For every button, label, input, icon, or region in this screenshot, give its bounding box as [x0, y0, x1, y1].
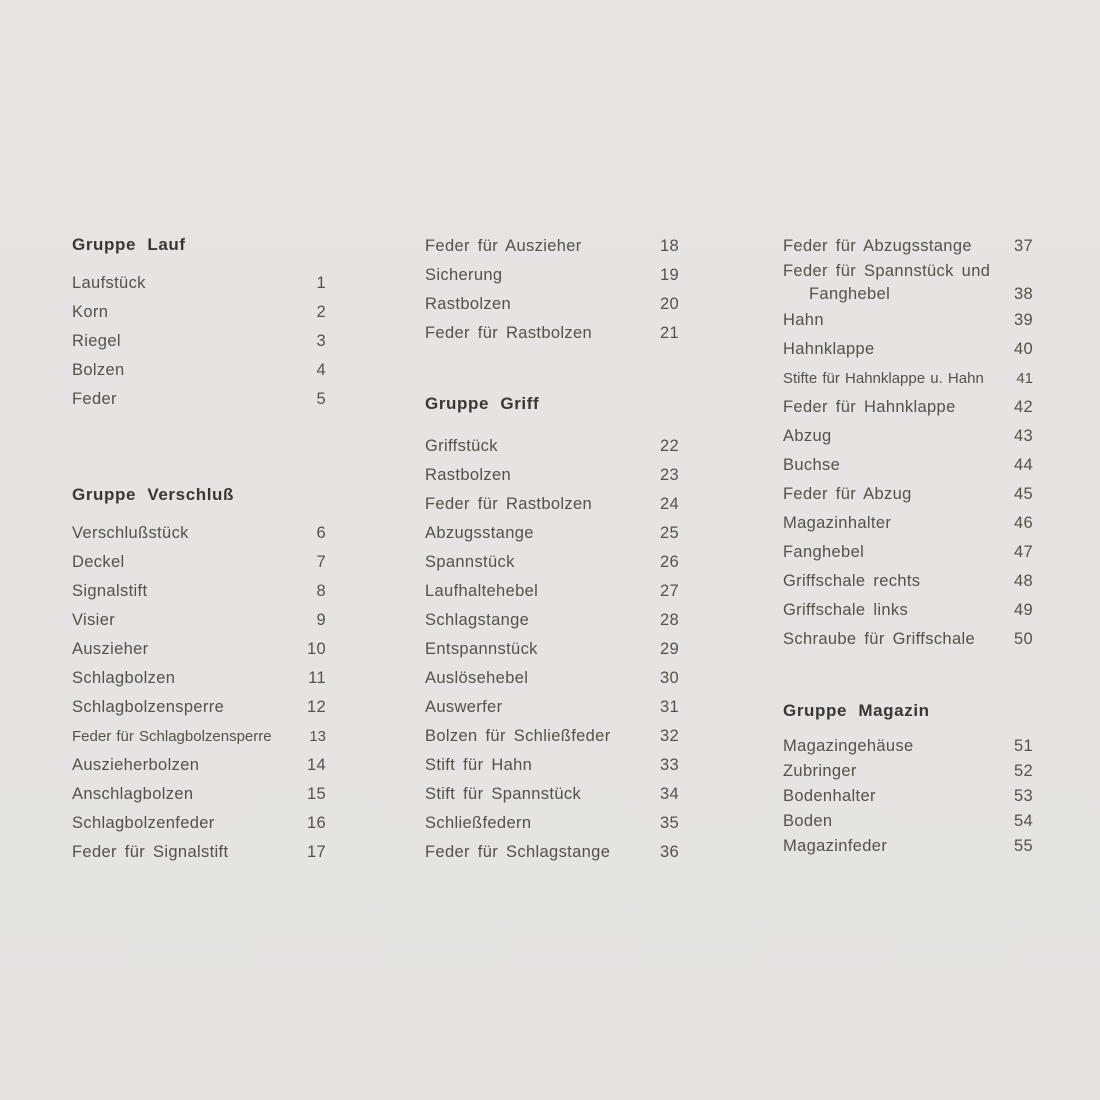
part-name: Auszieher: [72, 640, 149, 658]
part-number: 52: [1013, 762, 1033, 780]
part-name: Feder für Rastbolzen: [425, 324, 593, 342]
part-name: Spannstück: [425, 553, 515, 571]
parts-list-item: [783, 261, 1033, 282]
part-name: Griffstück: [425, 437, 498, 455]
parts-list-item: [425, 290, 679, 319]
parts-list-item: [425, 319, 679, 348]
parts-list-item: [425, 261, 679, 290]
part-number: 48: [1013, 572, 1033, 590]
part-name: Bolzen: [72, 361, 125, 379]
part-number: 46: [1013, 514, 1033, 532]
parts-column-2: [425, 232, 679, 867]
parts-list-item: [425, 232, 679, 261]
part-name: Abzugsstange: [425, 524, 534, 542]
part-number: 32: [659, 727, 679, 745]
part-number: 50: [1013, 630, 1033, 648]
parts-list-item: [425, 490, 679, 519]
part-number: 42: [1013, 398, 1033, 416]
part-number: 41: [1016, 370, 1033, 387]
part-number: 14: [306, 756, 326, 774]
parts-list-item: [783, 393, 1033, 422]
part-name: Buchse: [783, 456, 841, 474]
part-name: Stift für Hahn: [425, 756, 533, 774]
parts-list-item: [72, 269, 326, 298]
part-name: Schlagbolzenfeder: [72, 814, 215, 832]
part-number: 25: [659, 524, 679, 542]
part-number: 34: [659, 785, 679, 803]
part-number: 2: [316, 303, 326, 321]
part-number: 15: [306, 785, 326, 803]
part-number: 4: [316, 361, 326, 379]
part-number: 29: [659, 640, 679, 658]
parts-column-3: [783, 232, 1033, 859]
parts-list-item: [425, 722, 679, 751]
part-name: Feder für Hahnklappe: [783, 398, 956, 416]
parts-list-item: [783, 422, 1033, 451]
parts-list-item: [425, 664, 679, 693]
parts-group: [425, 389, 679, 867]
part-name: Laufhaltehebel: [425, 582, 539, 600]
parts-list-item: [72, 327, 326, 356]
part-number: 3: [316, 332, 326, 350]
part-number: 39: [1013, 311, 1033, 329]
part-number: 5: [316, 390, 326, 408]
part-number: 17: [306, 843, 326, 861]
parts-list-item: [783, 306, 1033, 335]
parts-list-item: [783, 567, 1033, 596]
group-heading: Gruppe Magazin: [783, 701, 930, 720]
parts-list-item: [783, 364, 1033, 393]
part-number: 30: [659, 669, 679, 687]
part-name: Fanghebel: [783, 543, 865, 561]
part-name: Entspannstück: [425, 640, 538, 658]
parts-group: [783, 232, 1033, 654]
part-number: 28: [659, 611, 679, 629]
part-number: 26: [659, 553, 679, 571]
part-name: Feder: [72, 390, 117, 408]
part-number: 55: [1013, 837, 1033, 855]
part-name: Schlagbolzen: [72, 669, 176, 687]
parts-list-item: [783, 282, 1033, 306]
part-number: 54: [1013, 812, 1033, 830]
part-name: Korn: [72, 303, 109, 321]
parts-list-item: [72, 606, 326, 635]
part-number: 53: [1013, 787, 1033, 805]
part-number: 38: [1013, 285, 1033, 303]
part-name: Feder für Schlagbolzensperre: [72, 728, 272, 745]
parts-list-item: [783, 734, 1033, 759]
parts-list-item: [783, 834, 1033, 859]
part-number: 51: [1013, 737, 1033, 755]
part-name: Magazingehäuse: [783, 737, 914, 755]
part-name: Griffschale rechts: [783, 572, 921, 590]
part-number: 7: [316, 553, 326, 571]
part-name: Bodenhalter: [783, 787, 876, 805]
parts-group: [783, 696, 1033, 859]
parts-list-item: [72, 577, 326, 606]
parts-list-item: [783, 538, 1033, 567]
parts-list-item: [72, 356, 326, 385]
part-name: Rastbolzen: [425, 466, 512, 484]
part-number: 13: [309, 728, 326, 745]
part-name: Rastbolzen: [425, 295, 512, 313]
part-name: Laufstück: [72, 274, 146, 292]
part-number: 47: [1013, 543, 1033, 561]
parts-list-item: [72, 809, 326, 838]
part-name: Auszieherbolzen: [72, 756, 200, 774]
part-number: 20: [659, 295, 679, 313]
part-name: Fanghebel: [809, 285, 891, 303]
parts-list-item: [783, 232, 1033, 261]
part-name: Stift für Spannstück: [425, 785, 582, 803]
parts-list-item: [72, 838, 326, 867]
part-name: Auslösehebel: [425, 669, 529, 687]
part-number: 35: [659, 814, 679, 832]
group-heading: Gruppe Lauf: [72, 235, 186, 254]
part-name: Sicherung: [425, 266, 503, 284]
part-name: Magazinhalter: [783, 514, 892, 532]
part-number: 16: [306, 814, 326, 832]
parts-list-item: [72, 385, 326, 414]
part-name: Griffschale links: [783, 601, 909, 619]
parts-list-item: [783, 625, 1033, 654]
parts-list-item: [783, 509, 1033, 538]
part-number: 40: [1013, 340, 1033, 358]
group-heading: Gruppe Griff: [425, 394, 540, 413]
parts-list-item: [783, 784, 1033, 809]
part-number: 37: [1013, 237, 1033, 255]
part-number: 33: [659, 756, 679, 774]
parts-list-item: [425, 635, 679, 664]
part-number: 6: [316, 524, 326, 542]
part-name: Stifte für Hahnklappe u. Hahn: [783, 370, 984, 387]
parts-list-item: [425, 519, 679, 548]
part-name: Magazinfeder: [783, 837, 888, 855]
part-name: Schraube für Griffschale: [783, 630, 976, 648]
parts-list-item: [783, 759, 1033, 784]
part-number: 24: [659, 495, 679, 513]
parts-list-item: [783, 335, 1033, 364]
part-number: 23: [659, 466, 679, 484]
part-number: 27: [659, 582, 679, 600]
parts-list-item: [72, 664, 326, 693]
part-name: Abzug: [783, 427, 832, 445]
parts-list-item: [783, 596, 1033, 625]
part-number: 21: [659, 324, 679, 342]
part-name: Boden: [783, 812, 833, 830]
parts-group: [72, 480, 326, 867]
parts-list-item: [425, 577, 679, 606]
parts-list-item: [72, 519, 326, 548]
parts-list-item: [72, 722, 326, 751]
part-number: 10: [306, 640, 326, 658]
group-heading: Gruppe Verschluß: [72, 485, 235, 504]
part-number: 12: [306, 698, 326, 716]
parts-list-item: [425, 809, 679, 838]
parts-list-item: [425, 548, 679, 577]
parts-list-item: [783, 451, 1033, 480]
parts-list-item: [72, 298, 326, 327]
parts-list-item: [425, 606, 679, 635]
parts-list-item: [72, 548, 326, 577]
parts-column-1: [72, 230, 326, 867]
part-name: Feder für Abzug: [783, 485, 912, 503]
part-name: Visier: [72, 611, 116, 629]
part-number: 1: [316, 274, 326, 292]
parts-list-item: [72, 751, 326, 780]
part-name: Feder für Auszieher: [425, 237, 582, 255]
parts-list-item: [425, 432, 679, 461]
part-name: Feder für Signalstift: [72, 843, 229, 861]
parts-list-item: [783, 480, 1033, 509]
part-number: 19: [659, 266, 679, 284]
part-name: Deckel: [72, 553, 125, 571]
parts-list-item: [425, 780, 679, 809]
part-name: Auswerfer: [425, 698, 503, 716]
part-name: Zubringer: [783, 762, 857, 780]
parts-group: [425, 232, 679, 348]
part-name: Feder für Abzugsstange: [783, 237, 972, 255]
parts-list-item: [783, 809, 1033, 834]
part-number: 18: [659, 237, 679, 255]
part-number: 9: [316, 611, 326, 629]
parts-list-item: [425, 693, 679, 722]
part-name: Riegel: [72, 332, 121, 350]
parts-list-item: [72, 780, 326, 809]
part-name: Verschlußstück: [72, 524, 189, 542]
part-name: Feder für Rastbolzen: [425, 495, 593, 513]
part-name: Anschlagbolzen: [72, 785, 194, 803]
part-name: Signalstift: [72, 582, 148, 600]
part-name: Feder für Spannstück und: [783, 262, 991, 280]
part-name: Hahnklappe: [783, 340, 875, 358]
parts-list-item: [72, 693, 326, 722]
parts-list-item: [425, 461, 679, 490]
part-name: Feder für Schlagstange: [425, 843, 611, 861]
part-number: 31: [659, 698, 679, 716]
part-name: Schließfedern: [425, 814, 532, 832]
parts-list-item: [72, 635, 326, 664]
part-number: 11: [308, 669, 326, 687]
part-number: 49: [1013, 601, 1033, 619]
part-number: 43: [1013, 427, 1033, 445]
parts-list-item: [425, 838, 679, 867]
part-number: 36: [659, 843, 679, 861]
part-name: Schlagstange: [425, 611, 530, 629]
part-number: 44: [1013, 456, 1033, 474]
part-name: Bolzen für Schließfeder: [425, 727, 611, 745]
part-number: 8: [316, 582, 326, 600]
part-name: Hahn: [783, 311, 824, 329]
part-number: 22: [659, 437, 679, 455]
parts-list-item: [425, 751, 679, 780]
parts-group: [72, 230, 326, 414]
part-number: 45: [1013, 485, 1033, 503]
part-name: Schlagbolzensperre: [72, 698, 225, 716]
